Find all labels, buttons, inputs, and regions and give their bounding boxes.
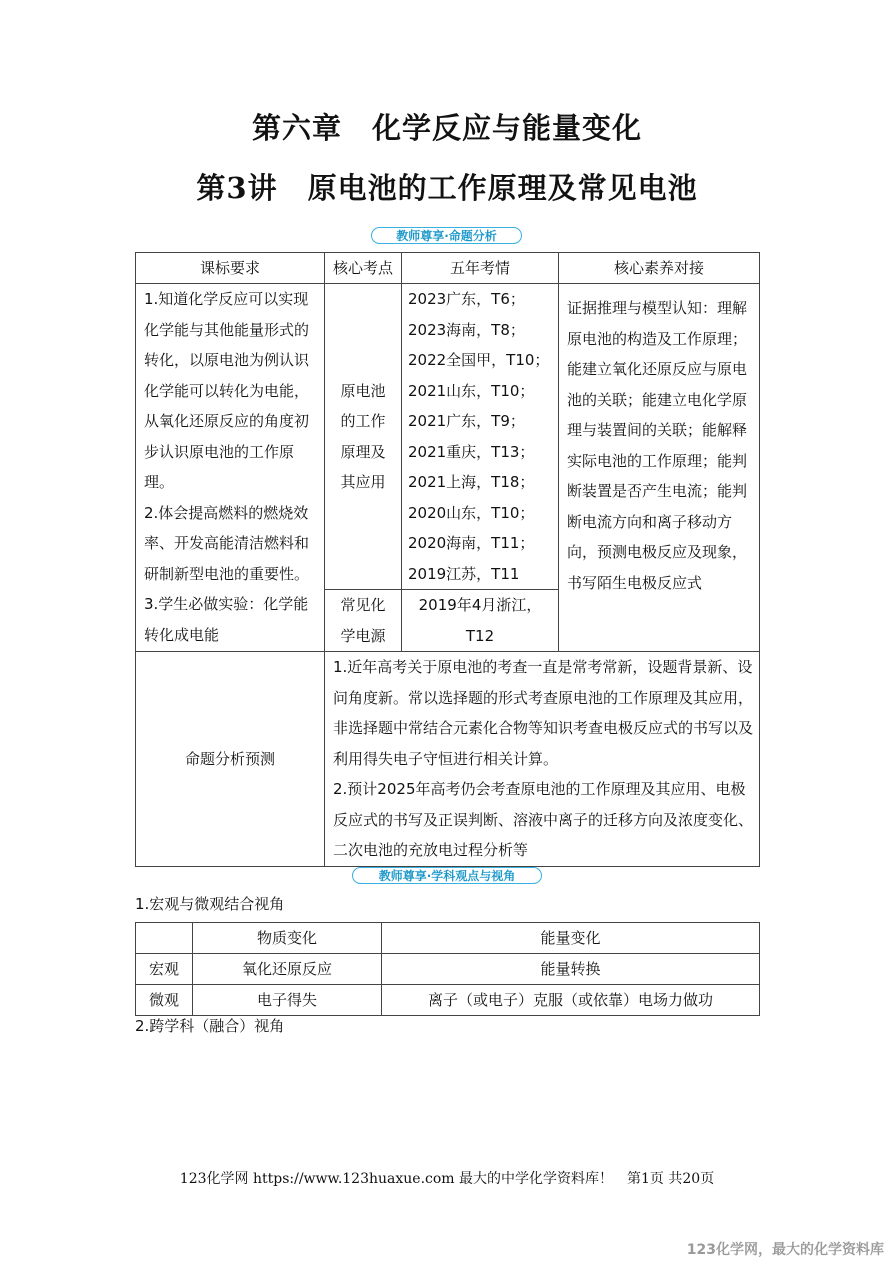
cell-micro-energy: 离子（或电子）克服（或依靠）电场力做功 (382, 985, 760, 1016)
exam-history-cell (402, 284, 559, 590)
header-blank (136, 923, 193, 954)
lecture-title: 第3讲 原电池的工作原理及常见电池 (196, 171, 698, 205)
forecast-cell (325, 652, 760, 867)
header-energy-change: 能量变化 (382, 923, 760, 954)
core-point-cell (325, 284, 402, 590)
header-core-points: 核心考点 (325, 253, 402, 284)
page-footer: 123化学网 https://www.123huaxue.com 最大的中学化学资料库！ 第1页 共20页 (179, 1171, 715, 1187)
requirement-item: 1.知道化学反应可以实现化学能与其他能量形式的转化，以原电池为例认识化学能可以转化为电能，从氧化还原反应的角度初步认识原电池的工作原理。 (144, 290, 310, 491)
literacy-cell (559, 284, 760, 652)
cell-macro-energy: 能量转换 (382, 954, 760, 985)
row-label-micro: 微观 (136, 985, 193, 1016)
exam-history-item: 2023海南，T8； (408, 320, 525, 339)
exam-history-item: 2020山东，T10； (408, 503, 535, 522)
cell-micro-substance: 电子得失 (193, 985, 382, 1016)
badge-subject-perspective: 教师尊享·学科观点与视角 (352, 867, 542, 884)
section-macro-micro: 1.宏观与微观结合视角 (135, 895, 285, 913)
exam-history-item: 2019年4月浙江，T12 (418, 596, 542, 645)
exam-history-item: 2021重庆，T13； (408, 442, 535, 461)
exam-history-item: 2023广东，T6； (408, 290, 525, 308)
cell-macro-substance: 氧化还原反应 (193, 954, 382, 985)
watermark: 123化学网，最大的化学资料库 (686, 1242, 884, 1258)
exam-history-item: 2021上海，T18； (408, 473, 535, 491)
requirement-item: 2.体会提高燃料的燃烧效率、开发高能清洁燃料和研制新型电池的重要性。 (144, 503, 310, 583)
requirement-item: 3.学生必做实验：化学能转化成电能 (144, 595, 309, 644)
chapter-title: 第六章 化学反应与能量变化 (251, 111, 642, 145)
header-requirements: 课标要求 (136, 253, 325, 284)
exam-history-item: 2021广东，T9； (408, 412, 525, 430)
curriculum-table (135, 252, 760, 867)
requirements-cell (136, 284, 325, 652)
badge-proposition-analysis: 教师尊享·命题分析 (371, 227, 522, 244)
exam-history-item: 2019江苏，T11 (408, 564, 520, 583)
exam-history-item: 2021山东，T10； (408, 381, 535, 400)
forecast-label: 命题分析预测 (184, 750, 275, 769)
exam-history-cell-2 (402, 590, 559, 652)
core-point-text: 常见化学电源 (340, 596, 386, 645)
header-core-literacy: 核心素养对接 (559, 253, 760, 284)
forecast-item: 2.预计2025年高考仍会考查原电池的工作原理及其应用、电极反应式的书写及正误判断、溶液中离子的迁移方向及浓度变化、二次电池的充放电过程分析等 (333, 780, 754, 859)
literacy-text: 证据推理与模型认知：理解原电池的构造及工作原理；能建立氧化还原反应与原电池的关联；能建立电化学原理与装置间的关联；能解释实际电池的工作原理；能判断装置是否产生电流；能判断电流方向和离子移动方向，预测电极反应及现象，书写陌生电极反应式 (567, 299, 748, 592)
core-point-cell-2 (325, 590, 402, 652)
macro-micro-table (135, 922, 760, 1016)
core-point-text: 原电池的工作原理及其应用 (340, 381, 386, 491)
exam-history-item: 2020海南，T11； (408, 534, 535, 552)
header-substance-change: 物质变化 (193, 923, 382, 954)
exam-history-item: 2022全国甲，T10； (408, 351, 550, 369)
forecast-item: 1.近年高考关于原电池的考查一直是常考常新，设题背景新、设问角度新。常以选择题的形式考查原电池的工作原理及其应用，非选择题中常结合元素化合物等知识考查电极反应式的书写以及利用得失电子守恒进行相关计算。 (333, 658, 754, 768)
forecast-label-cell (136, 652, 325, 867)
row-label-macro: 宏观 (136, 954, 193, 985)
section-interdisciplinary: 2.跨学科（融合）视角 (135, 1017, 285, 1035)
header-exam-history: 五年考情 (402, 253, 559, 284)
